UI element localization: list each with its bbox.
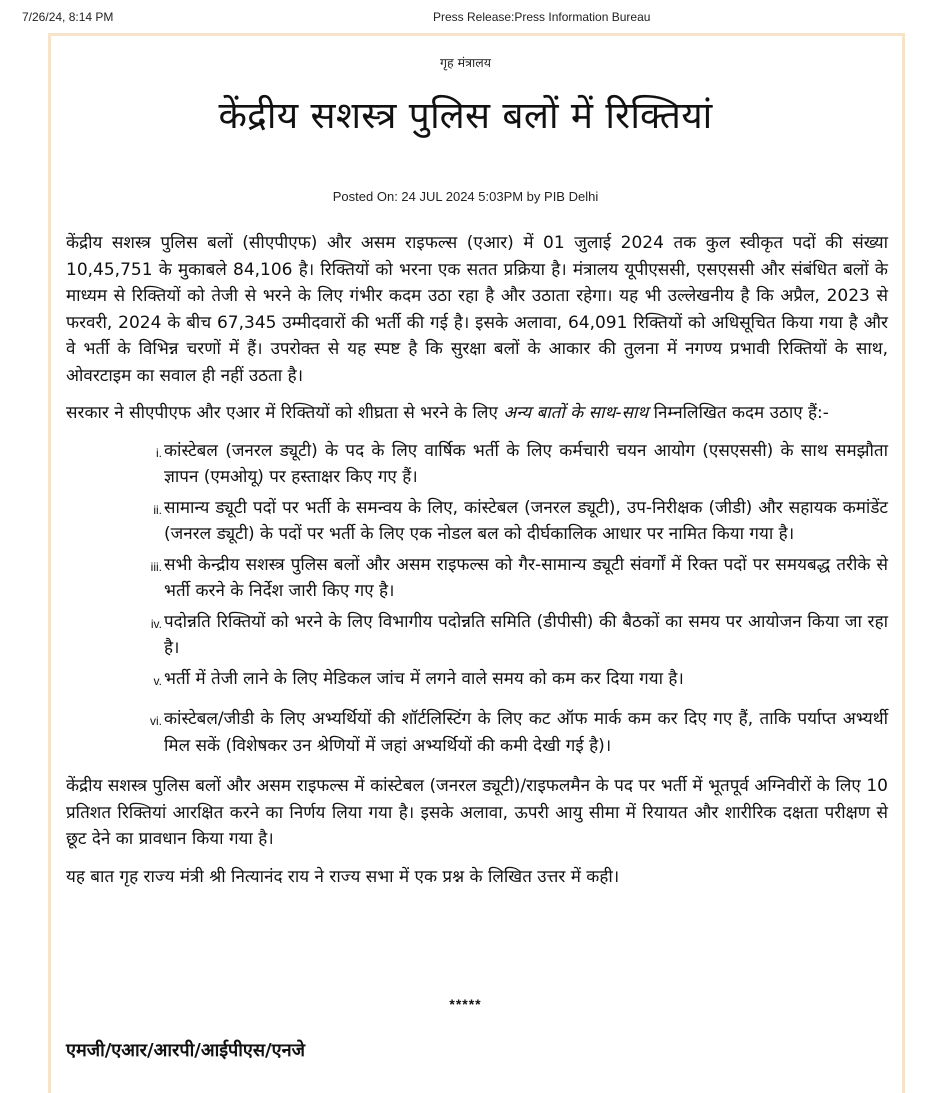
list-item-number: iv. (150, 616, 162, 631)
list-item (66, 706, 888, 759)
list-item-text: सामान्य ड्यूटी पदों पर भर्ती के समन्वय के लिए, कांस्टेबल (जनरल ड्यूटी), उप-निरीक्षक (जीडी) और सहायक कमांडेंट (जनरल ड्यूटी) के पदों पर भर्ती के लिए एक नोडल बल को दीर्घकालिक आधार पर नामित किया गया है। (164, 497, 888, 544)
page-title: केंद्रीय सशस्त्र पुलिस बलों में रिक्तियां (218, 94, 713, 137)
list-item (66, 609, 888, 662)
list-item (66, 495, 888, 548)
list-item-number: ii. (153, 502, 162, 517)
steps-list (66, 438, 888, 760)
paragraph-statement: यह बात गृह राज्य मंत्री श्री नित्यानंद राय ने राज्य सभा में एक प्रश्न के लिखित उत्तर में कही। (66, 866, 620, 887)
list-item (66, 552, 888, 605)
list-item-number: i. (156, 445, 162, 460)
steps-intro-italic: अन्य बातों के साथ-साथ (503, 403, 649, 423)
list-item-text: कांस्टेबल (जनरल ड्यूटी) के पद के लिए वार्षिक भर्ती के लिए कर्मचारी चयन आयोग (एसएससी) के साथ समझौता ज्ञापन (एमओयू) पर हस्ताक्षर किए गए हैं। (164, 440, 888, 487)
list-item (66, 438, 888, 491)
ministry-name: गृह मंत्रालय (440, 55, 491, 70)
posted-on: Posted On: 24 JUL 2024 5:03PM by PIB Delhi (332, 189, 599, 204)
list-item-text: कांस्टेबल/जीडी के लिए अभ्यर्थियों की शॉर्टलिस्टिंग के लिए कट ऑफ मार्क कम कर दिए गए हैं, ताकि पर्याप्त अभ्यर्थी मिल सकें (विशेषकर उन श्रेणियों में जहां अभ्यर्थियों की कमी देखी गई है)। (164, 709, 888, 756)
release-body (66, 230, 888, 901)
list-item-text: पदोन्नति रिक्तियों को भरने के लिए विभागीय पदोन्नति समिति (डीपीसी) की बैठकों का समय पर आयोजन किया जा रहा है। (164, 611, 888, 658)
list-item-number: iii. (150, 559, 162, 574)
steps-intro-text: सरकार ने सीएपीएफ और एआर में रिक्तियों को शीघ्रता से भरने के लिए (66, 403, 504, 423)
list-item-text: सभी केन्द्रीय सशस्त्र पुलिस बलों और असम राइफल्स को गैर-सामान्य ड्यूटी संवर्गों में रिक्त पदों पर समयबद्ध तरीके से भर्ती करने के निर्देश जारी किए गए है। (164, 554, 888, 601)
print-title: Press Release:Press Information Bureau (433, 10, 651, 24)
separator: ***** (449, 996, 482, 1012)
print-date: 7/26/24, 8:14 PM (22, 10, 114, 24)
paragraph-steps-intro (66, 400, 888, 427)
steps-intro-text-end: निम्नलिखित कदम उठाए हैं:- (648, 403, 829, 423)
list-item (66, 666, 888, 693)
paragraph-agniveer: केंद्रीय सशस्त्र पुलिस बलों और असम राइफल्स में कांस्टेबल (जनरल ड्यूटी)/राइफलमैन के पद पर भर्ती में भूतपूर्व अग्निवीरों के लिए 10 प्रतिशत रिक्तियां आरक्षित करने का निर्णय लिया गया है। इसके अलावा, ऊपरी आयु सीमा में रियायत और शारीरिक दक्षता परीक्षण से छूट देने का प्रावधान किया गया है। (66, 776, 888, 849)
list-item-number: v. (153, 673, 162, 688)
print-header (0, 0, 931, 30)
reference-code: एमजी/एआर/आरपी/आईपीएस/एनजे (66, 1040, 305, 1061)
list-item-text: भर्ती में तेजी लाने के लिए मेडिकल जांच में लगने वाले समय को कम कर दिया गया है। (164, 668, 684, 689)
paragraph-vacancies: केंद्रीय सशस्त्र पुलिस बलों (सीएपीएफ) और असम राइफल्स (एआर) में 01 जुलाई 2024 तक कुल स्वीकृत पदों की संख्या 10,45,751 के मुकाबले 84,106 है। रिक्तियों को भरना एक सतत प्रक्रिया है। मंत्रालय यूपीएससी, एसएससी और संबंधित बलों के माध्यम से रिक्तियों को तेजी से भरने के लिए गंभीर कदम उठा रहा है और उठाता रहेगा। यह भी उल्लेखनीय है कि अप्रैल, 2023 से फरवरी, 2024 के बीच 67,345 उम्मीदवारों की भर्ती की गई है। इसके अलावा, 64,091 रिक्तियों को अधिसूचित किया गया है और वे भर्ती के विभिन्न चरणों में हैं। उपरोक्त से यह स्पष्ट है कि सुरक्षा बलों के आकार की तुलना में नगण्य प्रभावी रिक्तियों के साथ, ओवरटाइम का सवाल ही नहीं उठता है। (66, 233, 888, 386)
list-item-number: vi. (150, 714, 162, 728)
